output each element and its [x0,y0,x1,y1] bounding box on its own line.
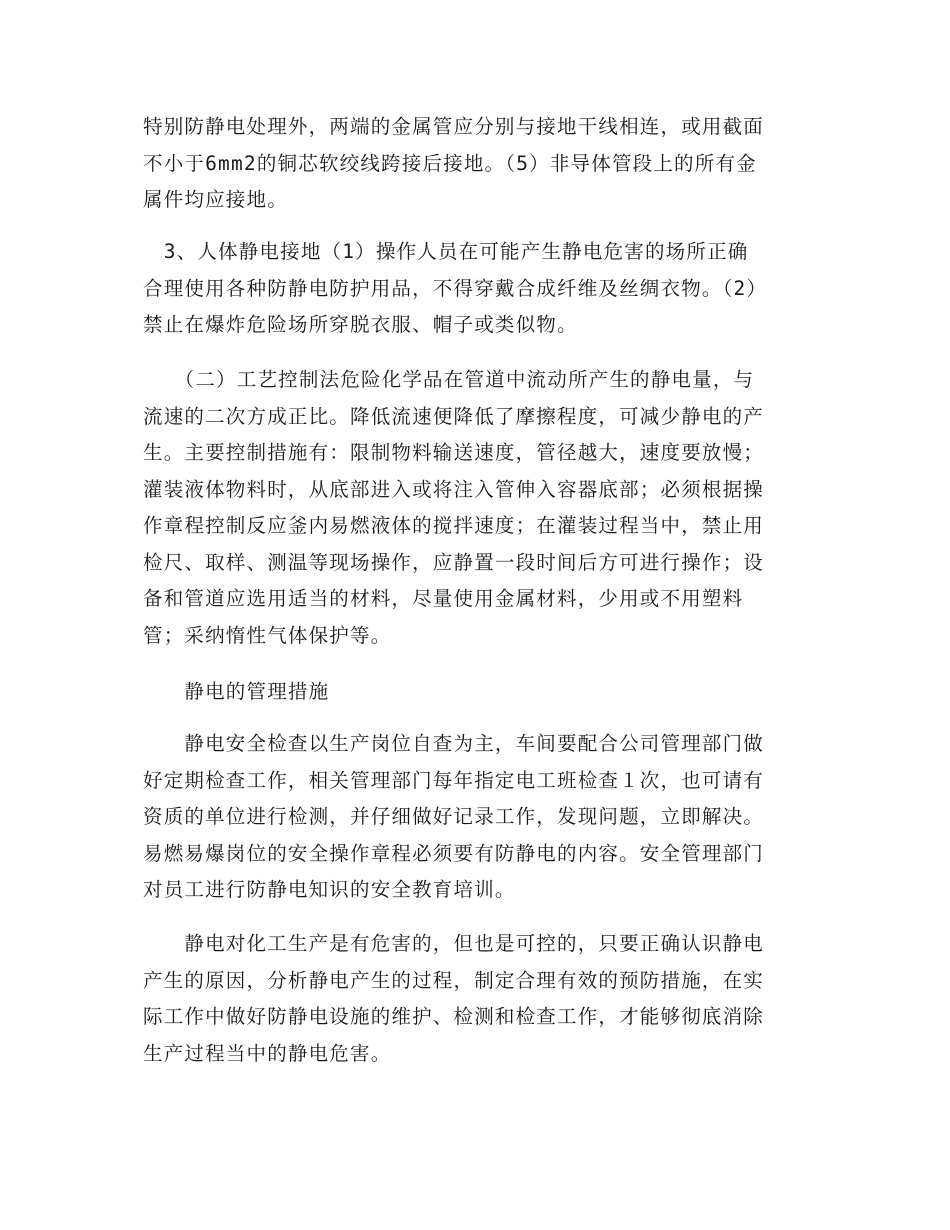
section-heading-management [143,674,329,711]
paragraph-process-control [143,362,764,654]
text-line: 作章程控制反应釜内易燃液体的搅拌速度；在灌装过程当中，禁止用 [143,514,765,537]
text-line: 对员工进行防静电知识的安全教育培训。 [143,878,516,901]
text-line: 3、人体静电接地（1）操作人员在可能产生静电危害的场所正确 [143,240,749,263]
text-line: 合理使用各种防静电防护用品，不得穿戴合成纤维及丝绸衣物。（2） [143,276,768,300]
text-line: 静电对化工生产是有危害的，但也是可控的，只要正确认识静电 [143,932,765,955]
paragraph-conclusion [143,926,764,1072]
paragraph-safety-inspection [143,726,764,909]
text-line: 备和管道应选用适当的材料，尽量使用金属材料，少用或不用塑料 [143,587,744,610]
text-line: 流速的二次方成正比。降低流速便降低了摩擦程度，可减少静电的产 [143,404,765,428]
text-line: 灌装液体物料时，从底部进入或将注入管伸入容器底部；必须根据操 [143,477,765,501]
text-line: 不小于6mm2的铜芯软绞线跨接后接地。（5）非导体管段上的所有金 [143,151,757,175]
text-line: 资质的单位进行检测，并仔细做好记录工作，发现问题，立即解决。 [143,805,765,828]
paragraph-pipe-grounding [143,109,764,219]
text-line: 特别防静电处理外，两端的金属管应分别与接地干线相连，或用截面 [143,115,765,138]
text-line: 禁止在爆炸危险场所穿脱衣服、帽子或类似物。 [143,313,578,336]
text-line: 际工作中做好防静电设施的维护、检测和检查工作，才能够彻底消除 [143,1005,765,1028]
text-line: 检尺、取样、测温等现场操作，应静置一段时间后方可进行操作；设 [143,550,765,574]
paragraph-human-body-grounding [143,234,767,344]
text-line: 管；采纳惰性气体保护等。 [143,623,392,647]
text-line: 生产过程当中的静电危害。 [143,1041,392,1065]
text-line: （二）工艺控制法危险化学品在管道中流动所产生的静电量，与 [143,368,755,391]
text-line: 好定期检查工作，相关管理部门每年指定电工班检查１次，也可请有 [143,768,765,792]
text-line: 产生的原因，分析静电产生的过程，制定合理有效的预防措施，在实 [143,968,765,992]
text-line: 生。主要控制措施有：限制物料输送速度，管径越大，速度要放慢； [143,441,765,464]
text-line: 静电的管理措施 [143,680,330,703]
text-line: 属件均应接地。 [143,188,288,211]
text-line: 静电安全检查以生产岗位自查为主，车间要配合公司管理部门做 [143,732,765,755]
text-line: 易燃易爆岗位的安全操作章程必须要有防静电的内容。安全管理部门 [143,841,765,865]
